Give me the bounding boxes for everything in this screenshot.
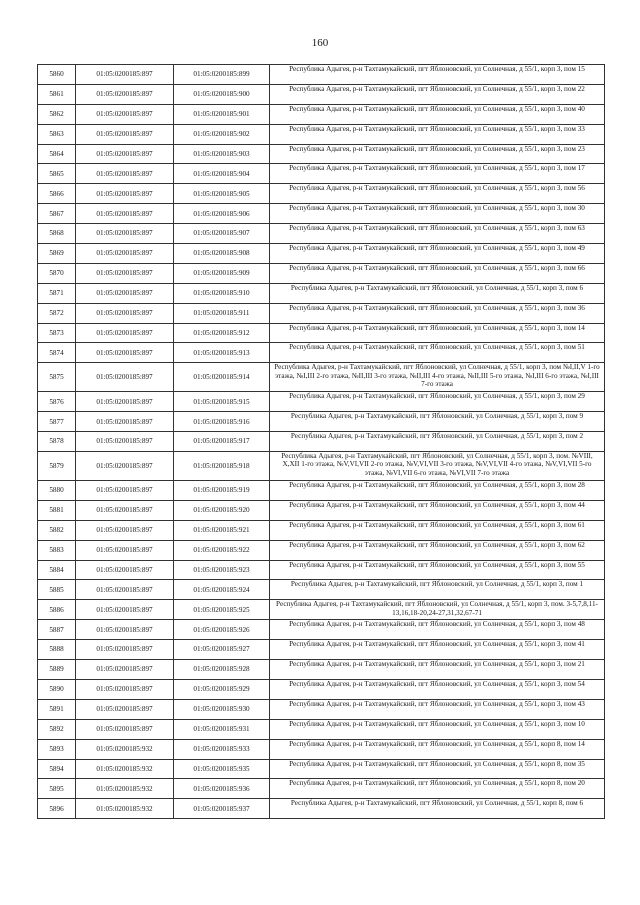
address-cell: Республика Адыгея, р-н Тахтамукайский, пгт Яблоновский, ул Солнечная, д 55/1, корп 3, пом 55 xyxy=(270,560,605,580)
cadastral-parent-cell: 01:05:0200185:897 xyxy=(76,540,174,560)
table-row xyxy=(38,65,605,85)
cadastral-number-cell: 01:05:0200185:936 xyxy=(174,779,270,799)
address-cell: Республика Адыгея, р-н Тахтамукайский, пгт Яблоновский, ул Солнечная, д 55/1, корп 3, пом 54 xyxy=(270,679,605,699)
table-row xyxy=(38,164,605,184)
cadastral-number-cell: 01:05:0200185:919 xyxy=(174,481,270,501)
cadastral-parent-cell: 01:05:0200185:897 xyxy=(76,224,174,244)
cadastral-number-cell: 01:05:0200185:901 xyxy=(174,104,270,124)
row-number-cell: 5872 xyxy=(38,303,76,323)
address-cell: Республика Адыгея, р-н Тахтамукайский, пгт Яблоновский, ул Солнечная, д 55/1, корп 3, пом 22 xyxy=(270,84,605,104)
row-number-cell: 5865 xyxy=(38,164,76,184)
table-row xyxy=(38,283,605,303)
cadastral-parent-cell: 01:05:0200185:932 xyxy=(76,759,174,779)
address-cell: Республика Адыгея, р-н Тахтамукайский, пгт Яблоновский, ул Солнечная, д 55/1, корп 3, пом 56 xyxy=(270,184,605,204)
table-row xyxy=(38,699,605,719)
cadastral-parent-cell: 01:05:0200185:897 xyxy=(76,323,174,343)
row-number-cell: 5880 xyxy=(38,481,76,501)
cadastral-parent-cell: 01:05:0200185:932 xyxy=(76,779,174,799)
cadastral-parent-cell: 01:05:0200185:897 xyxy=(76,452,174,481)
cadastral-number-cell: 01:05:0200185:903 xyxy=(174,144,270,164)
table-row xyxy=(38,323,605,343)
cadastral-number-cell: 01:05:0200185:937 xyxy=(174,799,270,819)
address-cell: Республика Адыгея, р-н Тахтамукайский, пгт Яблоновский, ул Солнечная, д 55/1, корп 3, пом 1 xyxy=(270,580,605,600)
table-row xyxy=(38,560,605,580)
cadastral-number-cell: 01:05:0200185:908 xyxy=(174,244,270,264)
address-cell: Республика Адыгея, р-н Тахтамукайский, пгт Яблоновский, ул Солнечная, д 55/1, корп 3, пом 63 xyxy=(270,224,605,244)
table-row xyxy=(38,343,605,363)
address-cell: Республика Адыгея, р-н Тахтамукайский, пгт Яблоновский, ул Солнечная, д 55/1, корп 3, пом 66 xyxy=(270,263,605,283)
address-cell: Республика Адыгея, р-н Тахтамукайский, пгт Яблоновский, ул Солнечная, д 55/1, корп 3, пом 61 xyxy=(270,520,605,540)
row-number-cell: 5895 xyxy=(38,779,76,799)
address-cell: Республика Адыгея, р-н Тахтамукайский, пгт Яблоновский, ул Солнечная, д 55/1, корп 3, пом 43 xyxy=(270,699,605,719)
cadastral-number-cell: 01:05:0200185:912 xyxy=(174,323,270,343)
address-cell: Республика Адыгея, р-н Тахтамукайский, пгт Яблоновский, ул Солнечная, д 55/1, корп 3, пом 21 xyxy=(270,660,605,680)
table-row xyxy=(38,432,605,452)
table-row xyxy=(38,104,605,124)
address-cell: Республика Адыгея, р-н Тахтамукайский, пгт Яблоновский, ул Солнечная, д 55/1, корп 3, пом 51 xyxy=(270,343,605,363)
row-number-cell: 5866 xyxy=(38,184,76,204)
table-row xyxy=(38,263,605,283)
table-row xyxy=(38,244,605,264)
address-cell: Республика Адыгея, р-н Тахтамукайский, пгт Яблоновский, ул Солнечная, д 55/1, корп 3, пом 9 xyxy=(270,412,605,432)
cadastral-number-cell: 01:05:0200185:913 xyxy=(174,343,270,363)
address-cell: Республика Адыгея, р-н Тахтамукайский, пгт Яблоновский, ул Солнечная, д 55/1, корп 8, пом 35 xyxy=(270,759,605,779)
cadastral-parent-cell: 01:05:0200185:932 xyxy=(76,739,174,759)
table-row xyxy=(38,84,605,104)
address-cell: Республика Адыгея, р-н Тахтамукайский, пгт Яблоновский, ул Солнечная, д 55/1, корп 3, пом 33 xyxy=(270,124,605,144)
row-number-cell: 5870 xyxy=(38,263,76,283)
row-number-cell: 5884 xyxy=(38,560,76,580)
cadastral-parent-cell: 01:05:0200185:897 xyxy=(76,244,174,264)
cadastral-parent-cell: 01:05:0200185:897 xyxy=(76,620,174,640)
address-cell: Республика Адыгея, р-н Тахтамукайский, пгт Яблоновский, ул Солнечная, д 55/1, корп 8, пом 20 xyxy=(270,779,605,799)
cadastral-parent-cell: 01:05:0200185:897 xyxy=(76,699,174,719)
cadastral-parent-cell: 01:05:0200185:897 xyxy=(76,520,174,540)
cadastral-parent-cell: 01:05:0200185:897 xyxy=(76,392,174,412)
cadastral-number-cell: 01:05:0200185:920 xyxy=(174,500,270,520)
cadastral-number-cell: 01:05:0200185:899 xyxy=(174,65,270,85)
row-number-cell: 5881 xyxy=(38,500,76,520)
table-row xyxy=(38,452,605,481)
registry-table xyxy=(37,64,605,819)
row-number-cell: 5875 xyxy=(38,363,76,392)
row-number-cell: 5873 xyxy=(38,323,76,343)
row-number-cell: 5882 xyxy=(38,520,76,540)
table-row xyxy=(38,719,605,739)
table-row xyxy=(38,481,605,501)
cadastral-number-cell: 01:05:0200185:922 xyxy=(174,540,270,560)
cadastral-number-cell: 01:05:0200185:930 xyxy=(174,699,270,719)
address-cell: Республика Адыгея, р-н Тахтамукайский, пгт Яблоновский, ул Солнечная, д 55/1, корп 3, пом 23 xyxy=(270,144,605,164)
cadastral-parent-cell: 01:05:0200185:897 xyxy=(76,343,174,363)
cadastral-parent-cell: 01:05:0200185:897 xyxy=(76,104,174,124)
cadastral-number-cell: 01:05:0200185:905 xyxy=(174,184,270,204)
cadastral-number-cell: 01:05:0200185:907 xyxy=(174,224,270,244)
row-number-cell: 5877 xyxy=(38,412,76,432)
table-row xyxy=(38,600,605,620)
address-cell: Республика Адыгея, р-н Тахтамукайский, пгт Яблоновский, ул Солнечная, д 55/1, корп 3, пом 48 xyxy=(270,620,605,640)
cadastral-number-cell: 01:05:0200185:906 xyxy=(174,204,270,224)
address-cell: Республика Адыгея, р-н Тахтамукайский, пгт Яблоновский, ул Солнечная, д 55/1, корп 3, пом 14 xyxy=(270,323,605,343)
address-cell: Республика Адыгея, р-н Тахтамукайский, пгт Яблоновский, ул Солнечная, д 55/1, корп 3, пом 44 xyxy=(270,500,605,520)
table-row xyxy=(38,224,605,244)
table-row xyxy=(38,799,605,819)
table-row xyxy=(38,392,605,412)
cadastral-number-cell: 01:05:0200185:933 xyxy=(174,739,270,759)
table-row xyxy=(38,520,605,540)
cadastral-parent-cell: 01:05:0200185:897 xyxy=(76,65,174,85)
cadastral-number-cell: 01:05:0200185:904 xyxy=(174,164,270,184)
row-number-cell: 5894 xyxy=(38,759,76,779)
address-cell: Республика Адыгея, р-н Тахтамукайский, пгт Яблоновский, ул Солнечная, д 55/1, корп 3, пом 62 xyxy=(270,540,605,560)
cadastral-parent-cell: 01:05:0200185:897 xyxy=(76,500,174,520)
cadastral-number-cell: 01:05:0200185:914 xyxy=(174,363,270,392)
row-number-cell: 5863 xyxy=(38,124,76,144)
table-row xyxy=(38,620,605,640)
cadastral-parent-cell: 01:05:0200185:897 xyxy=(76,560,174,580)
cadastral-parent-cell: 01:05:0200185:897 xyxy=(76,412,174,432)
row-number-cell: 5888 xyxy=(38,640,76,660)
cadastral-number-cell: 01:05:0200185:925 xyxy=(174,600,270,620)
row-number-cell: 5862 xyxy=(38,104,76,124)
row-number-cell: 5886 xyxy=(38,600,76,620)
address-cell: Республика Адыгея, р-н Тахтамукайский, пгт Яблоновский, ул Солнечная, д 55/1, корп 3, пом 49 xyxy=(270,244,605,264)
address-cell: Республика Адыгея, р-н Тахтамукайский, пгт Яблоновский, ул Солнечная, д 55/1, корп 3, пом 40 xyxy=(270,104,605,124)
address-cell: Республика Адыгея, р-н Тахтамукайский, пгт Яблоновский, ул Солнечная, д 55/1, корп 3, пом 30 xyxy=(270,204,605,224)
cadastral-number-cell: 01:05:0200185:909 xyxy=(174,263,270,283)
row-number-cell: 5896 xyxy=(38,799,76,819)
cadastral-number-cell: 01:05:0200185:911 xyxy=(174,303,270,323)
address-cell: Республика Адыгея, р-н Тахтамукайский, пгт Яблоновский, ул Солнечная, д 55/1, корп 8, пом 6 xyxy=(270,799,605,819)
registry-table-body xyxy=(38,65,605,819)
address-cell: Республика Адыгея, р-н Тахтамукайский, пгт Яблоновский, ул Солнечная, д 55/1, корп 3, пом №I,II,V 1-го этажа, №I,III 2-го этажа, №II,III 3-го этажа, №II,III 4-го этажа, №II,III 5-го этажа, №I,III 6-го этажа, №I,III 7-го этажа xyxy=(270,363,605,392)
cadastral-parent-cell: 01:05:0200185:897 xyxy=(76,164,174,184)
cadastral-parent-cell: 01:05:0200185:897 xyxy=(76,204,174,224)
cadastral-number-cell: 01:05:0200185:900 xyxy=(174,84,270,104)
row-number-cell: 5885 xyxy=(38,580,76,600)
table-row xyxy=(38,303,605,323)
cadastral-number-cell: 01:05:0200185:902 xyxy=(174,124,270,144)
row-number-cell: 5864 xyxy=(38,144,76,164)
table-row xyxy=(38,660,605,680)
cadastral-parent-cell: 01:05:0200185:897 xyxy=(76,481,174,501)
cadastral-parent-cell: 01:05:0200185:897 xyxy=(76,84,174,104)
table-row xyxy=(38,739,605,759)
row-number-cell: 5889 xyxy=(38,660,76,680)
page-number: 160 xyxy=(311,37,329,49)
cadastral-number-cell: 01:05:0200185:916 xyxy=(174,412,270,432)
table-row xyxy=(38,759,605,779)
cadastral-parent-cell: 01:05:0200185:897 xyxy=(76,363,174,392)
row-number-cell: 5883 xyxy=(38,540,76,560)
row-number-cell: 5874 xyxy=(38,343,76,363)
address-cell: Республика Адыгея, р-н Тахтамукайский, пгт Яблоновский, ул Солнечная, д 55/1, корп 3, пом. №VIII, X,XII 1-го этажа, №V,VI,VII 2-го этажа, №V,VI,VII 3-го этажа, №V,VI,VII 4-го этажа, №V,VI,VII 5-го этажа, №VI,VII 6-го этажа, №VI,VII 7-го этажа xyxy=(270,452,605,481)
row-number-cell: 5871 xyxy=(38,283,76,303)
address-cell: Республика Адыгея, р-н Тахтамукайский, пгт Яблоновский, ул Солнечная, д 55/1, корп 8, пом 14 xyxy=(270,739,605,759)
cadastral-number-cell: 01:05:0200185:927 xyxy=(174,640,270,660)
table-row xyxy=(38,204,605,224)
cadastral-number-cell: 01:05:0200185:935 xyxy=(174,759,270,779)
table-row xyxy=(38,363,605,392)
cadastral-number-cell: 01:05:0200185:917 xyxy=(174,432,270,452)
row-number-cell: 5860 xyxy=(38,65,76,85)
table-row xyxy=(38,679,605,699)
row-number-cell: 5893 xyxy=(38,739,76,759)
cadastral-parent-cell: 01:05:0200185:897 xyxy=(76,679,174,699)
address-cell: Республика Адыгея, р-н Тахтамукайский, пгт Яблоновский, ул Солнечная, д 55/1, корп 3, пом 29 xyxy=(270,392,605,412)
table-row xyxy=(38,124,605,144)
address-cell: Республика Адыгея, р-н Тахтамукайский, пгт Яблоновский, ул Солнечная, д 55/1, корп 3, пом 36 xyxy=(270,303,605,323)
address-cell: Республика Адыгея, р-н Тахтамукайский, пгт Яблоновский, ул Солнечная, д 55/1, корп 3, пом 41 xyxy=(270,640,605,660)
cadastral-number-cell: 01:05:0200185:931 xyxy=(174,719,270,739)
table-row xyxy=(38,144,605,164)
table-row xyxy=(38,412,605,432)
address-cell: Республика Адыгея, р-н Тахтамукайский, пгт Яблоновский, ул Солнечная, д 55/1, корп 3, пом 10 xyxy=(270,719,605,739)
cadastral-parent-cell: 01:05:0200185:932 xyxy=(76,799,174,819)
address-cell: Республика Адыгея, р-н Тахтамукайский, пгт Яблоновский, ул Солнечная, д 55/1, корп 3, пом. 3-5,7,8,11-13,16,18-20,24-27,31,32,67-71 xyxy=(270,600,605,620)
cadastral-parent-cell: 01:05:0200185:897 xyxy=(76,719,174,739)
row-number-cell: 5861 xyxy=(38,84,76,104)
row-number-cell: 5868 xyxy=(38,224,76,244)
row-number-cell: 5890 xyxy=(38,679,76,699)
cadastral-number-cell: 01:05:0200185:923 xyxy=(174,560,270,580)
cadastral-parent-cell: 01:05:0200185:897 xyxy=(76,660,174,680)
table-row xyxy=(38,580,605,600)
cadastral-parent-cell: 01:05:0200185:897 xyxy=(76,184,174,204)
table-row xyxy=(38,184,605,204)
address-cell: Республика Адыгея, р-н Тахтамукайский, пгт Яблоновский, ул Солнечная, д 55/1, корп 3, пом 15 xyxy=(270,65,605,85)
address-cell: Республика Адыгея, р-н Тахтамукайский, пгт Яблоновский, ул Солнечная, д 55/1, корп 3, пом 17 xyxy=(270,164,605,184)
cadastral-number-cell: 01:05:0200185:926 xyxy=(174,620,270,640)
cadastral-parent-cell: 01:05:0200185:897 xyxy=(76,263,174,283)
table-row xyxy=(38,640,605,660)
cadastral-parent-cell: 01:05:0200185:897 xyxy=(76,144,174,164)
address-cell: Республика Адыгея, р-н Тахтамукайский, пгт Яблоновский, ул Солнечная, д 55/1, корп 3, пом 28 xyxy=(270,481,605,501)
cadastral-parent-cell: 01:05:0200185:897 xyxy=(76,432,174,452)
cadastral-number-cell: 01:05:0200185:910 xyxy=(174,283,270,303)
cadastral-parent-cell: 01:05:0200185:897 xyxy=(76,124,174,144)
cadastral-parent-cell: 01:05:0200185:897 xyxy=(76,640,174,660)
row-number-cell: 5867 xyxy=(38,204,76,224)
row-number-cell: 5878 xyxy=(38,432,76,452)
cadastral-number-cell: 01:05:0200185:915 xyxy=(174,392,270,412)
table-row xyxy=(38,540,605,560)
row-number-cell: 5892 xyxy=(38,719,76,739)
address-cell: Республика Адыгея, р-н Тахтамукайский, пгт Яблоновский, ул Солнечная, д 55/1, корп 3, пом 2 xyxy=(270,432,605,452)
cadastral-number-cell: 01:05:0200185:929 xyxy=(174,679,270,699)
row-number-cell: 5869 xyxy=(38,244,76,264)
address-cell: Республика Адыгея, р-н Тахтамукайский, пгт Яблоновский, ул Солнечная, д 55/1, корп 3, пом 6 xyxy=(270,283,605,303)
row-number-cell: 5879 xyxy=(38,452,76,481)
row-number-cell: 5887 xyxy=(38,620,76,640)
cadastral-number-cell: 01:05:0200185:924 xyxy=(174,580,270,600)
row-number-cell: 5876 xyxy=(38,392,76,412)
table-row xyxy=(38,500,605,520)
row-number-cell: 5891 xyxy=(38,699,76,719)
cadastral-parent-cell: 01:05:0200185:897 xyxy=(76,600,174,620)
cadastral-parent-cell: 01:05:0200185:897 xyxy=(76,283,174,303)
cadastral-number-cell: 01:05:0200185:918 xyxy=(174,452,270,481)
cadastral-number-cell: 01:05:0200185:928 xyxy=(174,660,270,680)
cadastral-parent-cell: 01:05:0200185:897 xyxy=(76,303,174,323)
cadastral-parent-cell: 01:05:0200185:897 xyxy=(76,580,174,600)
cadastral-number-cell: 01:05:0200185:921 xyxy=(174,520,270,540)
table-row xyxy=(38,779,605,799)
